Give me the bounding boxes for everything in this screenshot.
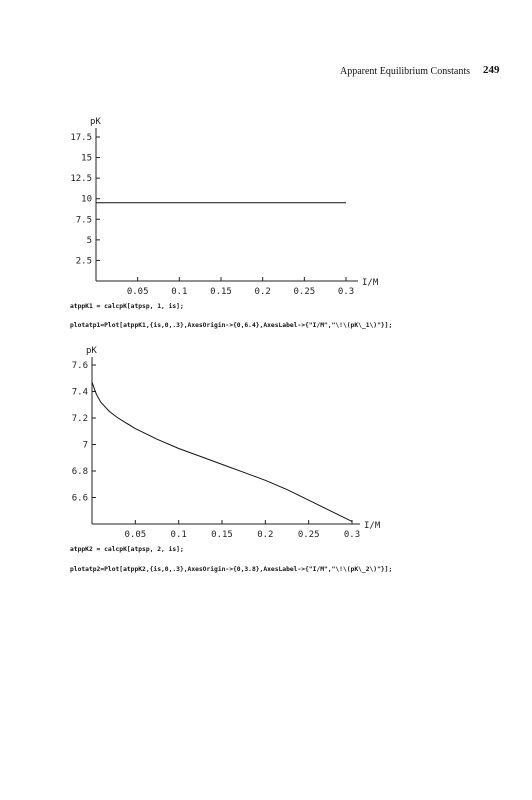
x-tick-label: 0.3: [343, 530, 361, 540]
code-line-plotatp1: plotatp1=Plot[atppK1,{is,0,.3},AxesOrigin->{0,6.4},AxesLabel->{"I/M","\!\(pK\_1\)"}];: [70, 322, 393, 329]
pk1-plot: [0, 100, 532, 300]
y-tick-label: 7.5: [75, 215, 92, 226]
x-tick-label: 0.3: [337, 287, 355, 297]
x-tick-label: 0.25: [297, 530, 320, 540]
y-tick-label: 15: [81, 153, 92, 164]
x-axis-label: I/M: [364, 521, 381, 531]
y-tick-label: 7: [82, 440, 88, 451]
x-tick-label: 0.2: [257, 530, 274, 540]
pk2-plot: [0, 335, 532, 545]
x-tick-label: 0.2: [254, 287, 271, 297]
x-tick-label: 0.05: [126, 287, 149, 297]
y-tick-label: 6.8: [71, 467, 88, 477]
series-line: [92, 382, 352, 521]
y-axis-label: pK: [86, 346, 97, 356]
running-header-title: Apparent Equilibrium Constants: [340, 66, 470, 77]
y-tick-label: 10: [81, 194, 92, 205]
y-axis-label: pK: [90, 117, 101, 127]
code-line-atppk2: atppK2 = calcpK[atpsp, 2, is];: [70, 546, 184, 553]
page-number: 249: [483, 64, 500, 76]
code-line-plotatp2: plotatp2=Plot[atppK2,{is,0,.3},AxesOrigin->{0,3.8},AxesLabel->{"I/M","\!\(pK\_2\)"}];: [70, 566, 393, 573]
x-tick-label: 0.1: [171, 287, 188, 297]
y-tick-label: 6.6: [71, 493, 88, 504]
x-axis-label: I/M: [362, 278, 379, 288]
x-tick-label: 0.15: [211, 530, 233, 540]
x-tick-label: 0.25: [293, 287, 316, 297]
x-tick-label: 0.15: [210, 287, 232, 297]
y-tick-label: 7.6: [71, 361, 88, 371]
y-tick-label: 7.2: [71, 414, 88, 424]
y-tick-label: 17.5: [70, 133, 92, 143]
x-tick-label: 0.1: [170, 530, 187, 540]
y-tick-label: 5: [86, 235, 92, 246]
code-line-atppk1: atppK1 = calcpK[atpsp, 1, is];: [70, 303, 184, 310]
y-tick-label: 7.4: [71, 387, 88, 398]
y-tick-label: 12.5: [70, 174, 92, 185]
y-tick-label: 2.5: [75, 256, 92, 267]
x-tick-label: 0.05: [124, 530, 147, 540]
